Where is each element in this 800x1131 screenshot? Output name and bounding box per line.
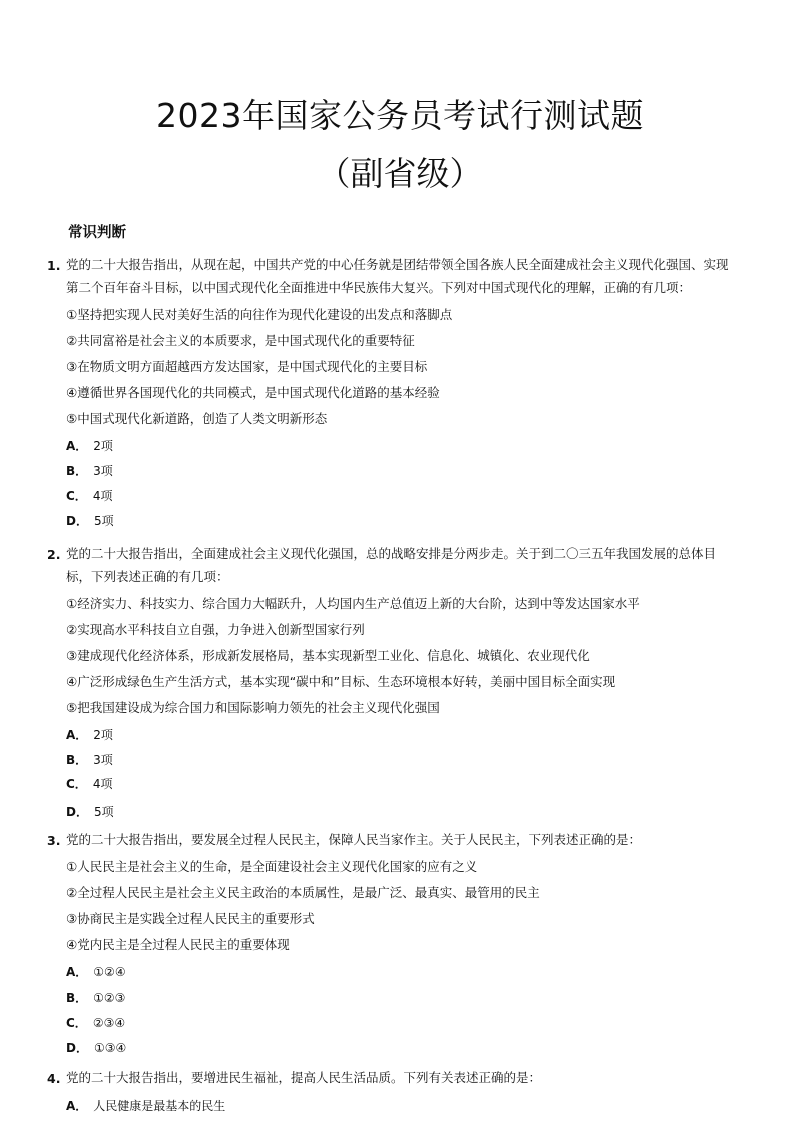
answer-option[interactable]: [66, 512, 114, 529]
answer-option[interactable]: [66, 803, 114, 820]
option-text: 5项: [93, 805, 114, 819]
option-label: A．: [66, 439, 88, 453]
question-stem-line: 党的二十大报告指出，要增进民生福祉，提高人民生活品质。下列有关表述正确的是：: [66, 1070, 542, 1085]
question-stem-line: 党的二十大报告指出，要发展全过程人民民主，保障人民当家作主。关于人民民主，下列表述正确的是：: [66, 832, 642, 847]
question-number: 4.: [47, 1071, 61, 1086]
answer-option[interactable]: [66, 462, 113, 479]
question-number: 3.: [47, 833, 61, 848]
section-heading: 常识判断: [68, 225, 126, 241]
answer-option[interactable]: [66, 989, 125, 1006]
option-text: 2项: [93, 728, 113, 742]
statement-item: ⑤把我国建设成为综合国力和国际影响力领先的社会主义现代化强国: [66, 700, 440, 715]
option-label: B．: [66, 991, 88, 1005]
page-title: 2023年国家公务员考试行测试题: [156, 96, 644, 135]
option-text: 2项: [93, 439, 113, 453]
statement-item: ②实现高水平科技自立自强，力争进入创新型国家行列: [66, 622, 365, 637]
statement-item: ③建成现代化经济体系，形成新发展格局，基本实现新型工业化、信息化、城镇化、农业现代化: [66, 648, 590, 663]
question-stem-line: 第二个百年奋斗目标，以中国式现代化全面推进中华民族伟大复兴。下列对中国式现代化的理解，正确的有几项：: [66, 280, 692, 295]
option-text: ①②③: [93, 991, 126, 1005]
option-label: A．: [66, 728, 88, 742]
option-text: ①③④: [93, 1041, 127, 1055]
statement-item: ①坚持把实现人民对美好生活的向往作为现代化建设的出发点和落脚点: [66, 307, 453, 322]
question-stem-line: 标，下列表述正确的有几项：: [66, 569, 229, 584]
statement-item: ④广泛形成绿色生产生活方式，基本实现“碳中和”目标、生态环境根本好转，美丽中国目标全面实现: [66, 674, 616, 689]
answer-option[interactable]: [66, 751, 113, 768]
option-text: 4项: [92, 777, 113, 791]
statement-item: ③协商民主是实践全过程人民民主的重要形式: [66, 911, 315, 926]
question-stem-line: 党的二十大报告指出，全面建成社会主义现代化强国，总的战略安排是分两步走。关于到二〇三五年我国发展的总体目: [66, 546, 717, 561]
answer-option[interactable]: [66, 726, 113, 743]
statement-item: ②共同富裕是社会主义的本质要求，是中国式现代化的重要特征: [66, 333, 415, 348]
option-text: 3项: [93, 753, 113, 767]
option-label: C．: [66, 777, 87, 791]
option-label: A．: [66, 965, 88, 979]
statement-item: ①人民民主是社会主义的生命，是全面建设社会主义现代化国家的应有之义: [66, 859, 478, 874]
option-label: B．: [66, 464, 88, 478]
option-label: C．: [66, 489, 87, 503]
answer-option[interactable]: [66, 1014, 125, 1031]
page-subtitle: （副省级）: [317, 154, 483, 193]
option-label: B．: [66, 753, 88, 767]
question-number: 2.: [47, 547, 61, 562]
option-text: ①②④: [93, 965, 126, 979]
statement-item: ④党内民主是全过程人民民主的重要体现: [66, 937, 290, 952]
option-label: C．: [66, 1016, 87, 1030]
answer-option[interactable]: [66, 1097, 225, 1114]
statement-item: ④遵循世界各国现代化的共同模式，是中国式现代化道路的基本经验: [66, 385, 440, 400]
option-text: 4项: [92, 489, 113, 503]
option-label: D．: [66, 1041, 88, 1055]
question-stem-line: 党的二十大报告指出，从现在起，中国共产党的中心任务就是团结带领全国各族人民全面建成社会主义现代化强国、实现: [66, 257, 729, 272]
option-label: D．: [66, 805, 88, 819]
statement-item: ②全过程人民民主是社会主义民主政治的本质属性，是最广泛、最真实、最管用的民主: [66, 885, 540, 900]
answer-option[interactable]: [66, 775, 112, 792]
option-label: A．: [66, 1099, 88, 1113]
answer-option[interactable]: [66, 1039, 126, 1056]
answer-option[interactable]: [66, 487, 112, 504]
statement-item: ⑤中国式现代化新道路，创造了人类文明新形态: [66, 411, 328, 426]
statement-item: ①经济实力、科技实力、综合国力大幅跃升，人均国内生产总值迈上新的大台阶，达到中等发达国家水平: [66, 596, 640, 611]
statement-item: ③在物质文明方面超越西方发达国家，是中国式现代化的主要目标: [66, 359, 428, 374]
option-label: D．: [66, 514, 88, 528]
option-text: 人民健康是最基本的民生: [93, 1099, 226, 1113]
answer-option[interactable]: [66, 437, 113, 454]
option-text: ②③④: [92, 1016, 126, 1030]
answer-option[interactable]: [66, 963, 126, 980]
question-number: 1.: [47, 258, 61, 273]
option-text: 5项: [93, 514, 114, 528]
option-text: 3项: [93, 464, 113, 478]
